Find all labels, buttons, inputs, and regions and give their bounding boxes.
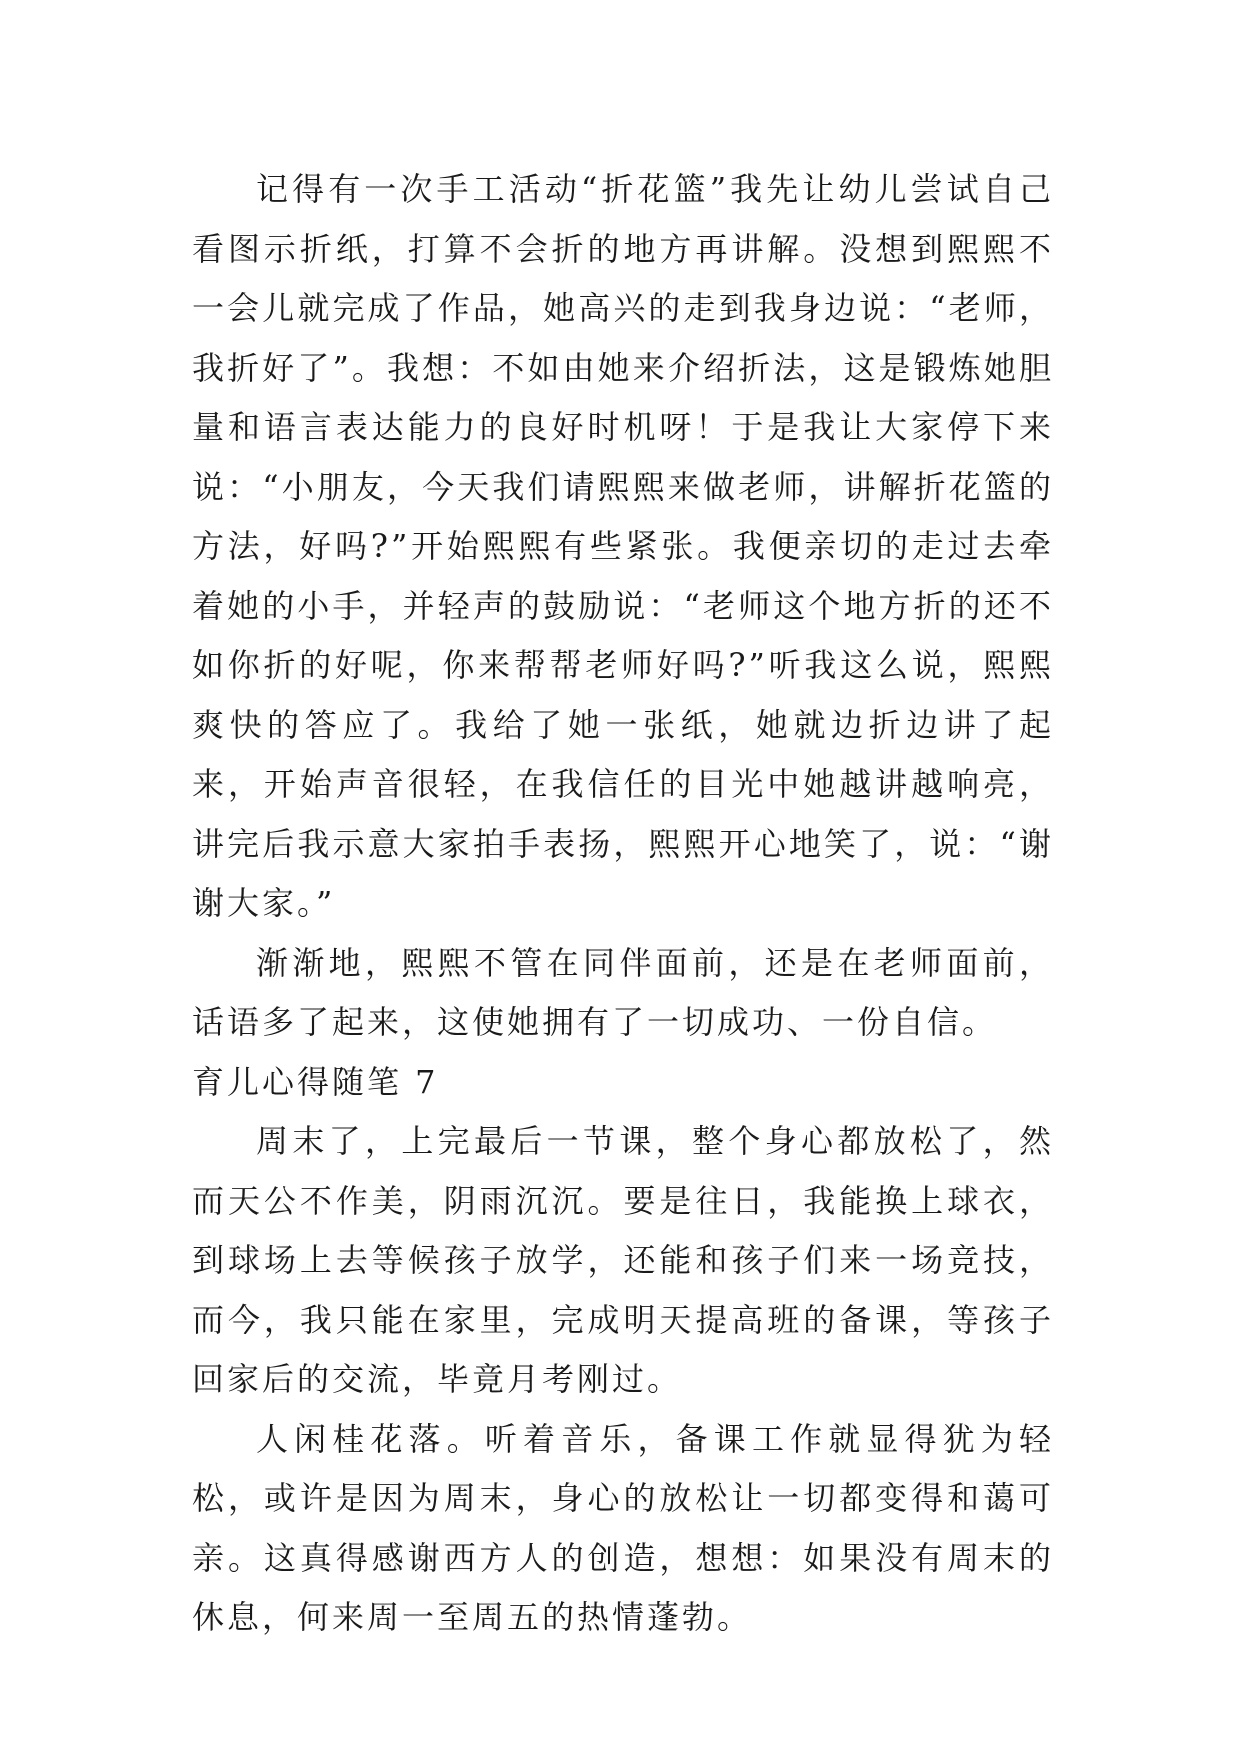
document-body	[192, 160, 1054, 1648]
paragraph-weekend: 周末了，上完最后一节课，整个身心都放松了，然而天公不作美，阴雨沉沉。要是往日，我能换上球衣，到球场上去等候孩子放学，还能和孩子们来一场竞技，而今，我只能在家里，完成明天提高班的备课，等孩子回家后的交流，毕竟月考刚过。	[192, 1122, 1054, 1398]
paragraph-confidence: 渐渐地，熙熙不管在同伴面前，还是在老师面前，话语多了起来，这使她拥有了一切成功、一份自信。	[192, 943, 1054, 1041]
paragraph-origami-story: 记得有一次手工活动“折花篮”我先让幼儿尝试自己看图示折纸，打算不会折的地方再讲解。没想到熙熙不一会儿就完成了作品，她高兴的走到我身边说：“老师，我折好了”。我想：不如由她来介绍折法，这是锻炼她胆量和语言表达能力的良好时机呀！于是我让大家停下来说：“小朋友，今天我们请熙熙来做老师，讲解折花篮的方法，好吗?”开始熙熙有些紧张。我便亲切的走过去牵着她的小手，并轻声的鼓励说：“老师这个地方折的还不如你折的好呢，你来帮帮老师好吗?”听我这么说，熙熙爽快的答应了。我给了她一张纸，她就边折边讲了起来，开始声音很轻，在我信任的目光中她越讲越响亮，讲完后我示意大家拍手表扬，熙熙开心地笑了，说：“谢谢大家。”	[192, 170, 1054, 922]
paragraph-osmanthus: 人闲桂花落。听着音乐，备课工作就显得犹为轻松，或许是因为周末，身心的放松让一切都变得和蔼可亲。这真得感谢西方人的创造，想想：如果没有周末的休息，何来周一至周五的热情蓬勃。	[192, 1419, 1054, 1636]
section-heading: 育儿心得随笔 7	[192, 1062, 439, 1101]
